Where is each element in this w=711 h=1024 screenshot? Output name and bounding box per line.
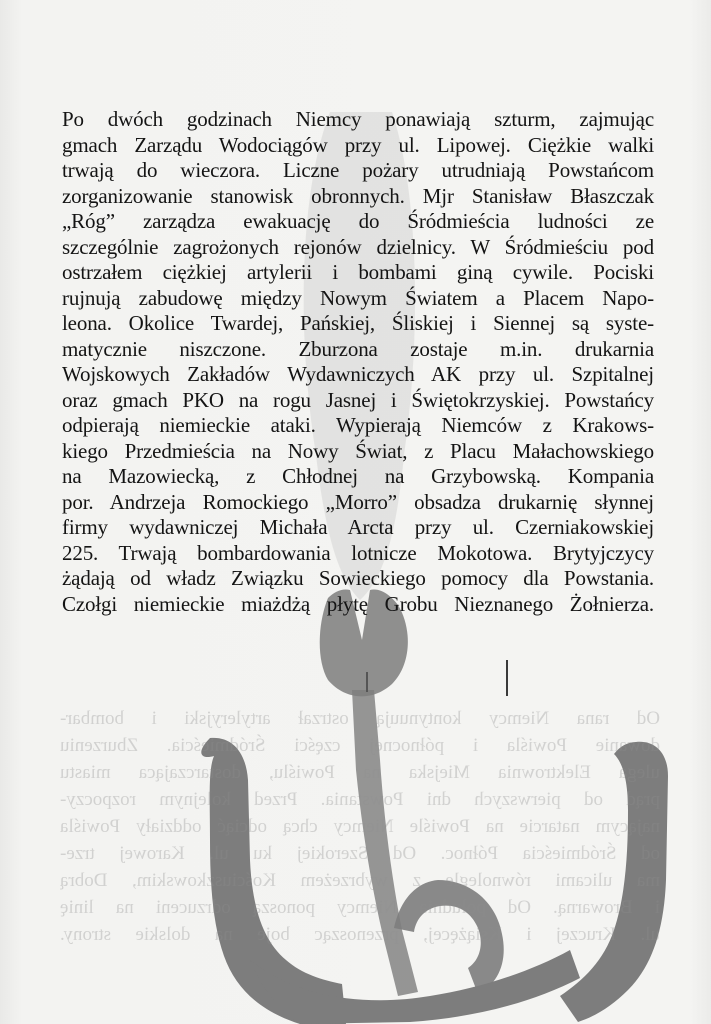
text-line: gmach Zarządu Wodociągów przy ul. Lipowej. Ciężkie walki	[62, 132, 654, 157]
text-line: por. Andrzeja Romockiego „Morro” obsadza drukarnię słynnej	[62, 489, 654, 514]
text-line: Wojskowych Zakładów Wydawniczych AK przy ul. Szpitalnej	[62, 362, 654, 386]
main-paragraph	[62, 107, 654, 617]
text-line: matycznie niszczone. Zburzona zostaje m.in. drukarnia	[62, 336, 654, 361]
bleed-line: ma ulicami równolegle z wybrzeżem Kościuszkowskim, Dobrą	[60, 870, 660, 891]
bleed-through-text	[60, 705, 660, 948]
text-line: rujnują zabudowę między Nowym Światem a Placem Napo-	[62, 285, 654, 310]
bleed-line: prąd od pierwszych dni Powstania. Przed kolejnym rozpoczy-	[60, 789, 660, 810]
text-line: „Róg” zarządza ewakuację do Śródmieścia ludności ze	[62, 209, 654, 233]
bleed-line: i Browarną. Od południa Niemcy ponoszą odrzuceni na linię	[60, 897, 660, 918]
text-line: Po dwóch godzinach Niemcy ponawiają szturm, zajmując	[62, 107, 654, 131]
text-line: kiego Przedmieścia na Nowy Świat, z Placu Małachowskiego	[62, 438, 654, 463]
text-line: ostrzałem ciężkiej artylerii i bombami giną cywile. Pociski	[62, 260, 654, 284]
text-line: na Mazowiecką, z Chłodnej na Grzybowską. Kompania	[62, 464, 654, 488]
text-line: zorganizowanie stanowisk obronnych. Mjr Stanisław Błaszczak	[62, 183, 654, 208]
bleed-line: nającym natarcie na Powiśle Niemcy chcą odciąć oddziały Powiśla	[60, 816, 660, 837]
text-line: Czołgi niemieckie miażdżą płytę Grobu Nieznanego Żołnierza.	[62, 591, 654, 616]
bleed-line: ulega Elektrownia Miejska na Powiślu, dostarczająca miastu	[60, 762, 660, 783]
text-line: firmy wydawniczej Michała Arcta przy ul. Czerniakowskiej	[62, 515, 654, 539]
text-line: odpierają niemieckie ataki. Wypierają Niemców z Krakows-	[62, 413, 654, 437]
bleed-line: Od rana Niemcy kontynuują ostrzał artyleryjski i bombar-	[60, 708, 660, 729]
bleed-line: ul. Kruczej i Książęcej, przenosząc boje na dolskie strony.	[60, 924, 660, 945]
text-line: trwają do wieczora. Liczne pożary utrudniają Powstańcom	[62, 158, 654, 182]
text-line: oraz gmach PKO na rogu Jasnej i Świętokrzyskiej. Powstańcy	[62, 387, 654, 412]
text-line: 225. Trwają bombardowania lotnicze Mokotowa. Brytyjczycy	[62, 540, 654, 565]
text-line: leona. Okolice Twardej, Pańskiej, Śliskiej i Siennej są syste-	[62, 311, 654, 335]
text-line: szczególnie zagrożonych rejonów dzielnicy. W Śródmieściu pod	[62, 234, 654, 259]
bleed-line: od Śródmieścia Północ. Od Szerokiej ku ul. Karowej trze-	[60, 843, 660, 864]
text-line: żądają od władz Związku Sowieckiego pomocy dla Powstania.	[62, 566, 654, 590]
bleed-line: dowanie Powiśla i północnej części Śródmieścia. Zburzeniu	[60, 735, 660, 756]
